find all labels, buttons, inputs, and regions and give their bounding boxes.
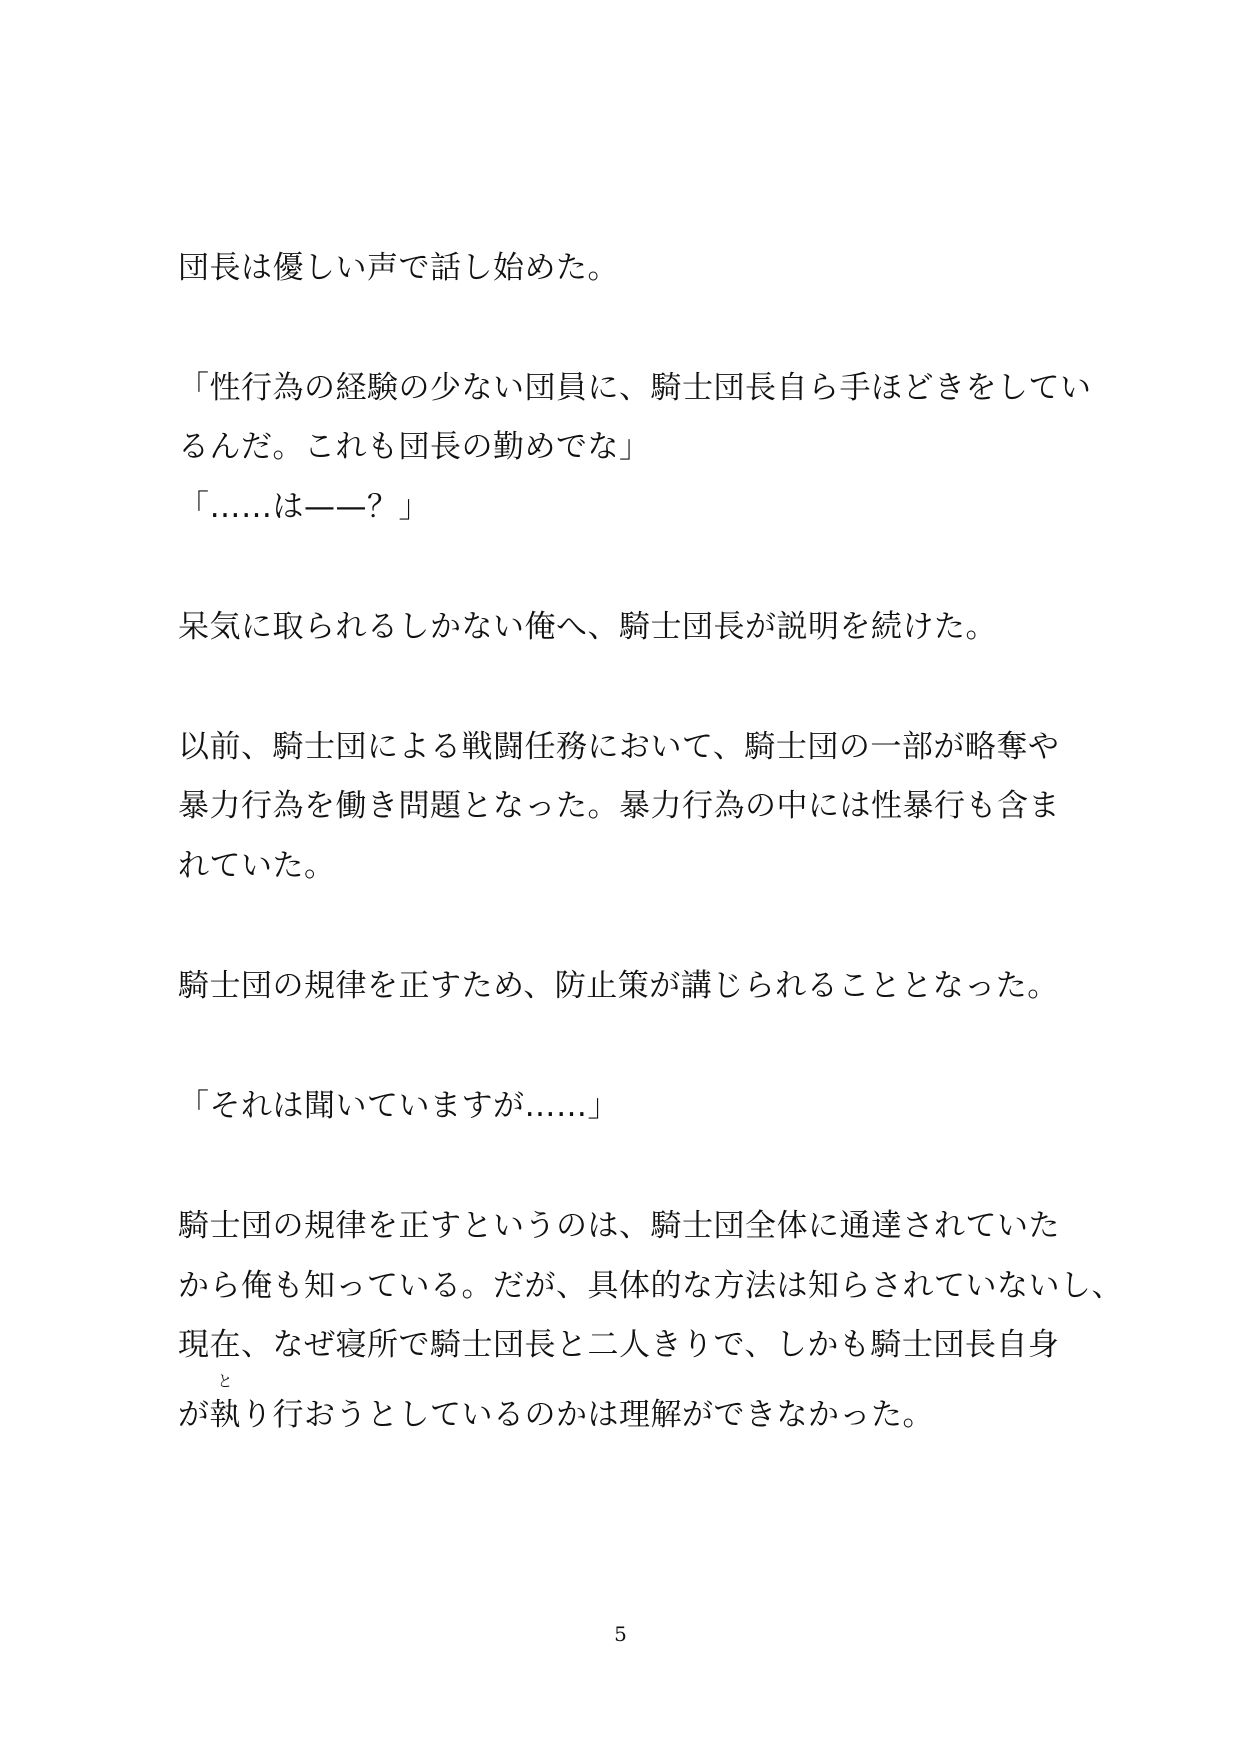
text-line-with-ruby	[178, 1372, 934, 1435]
text-line: 「性行為の経験の少ない団員に、騎士団長自ら手ほどきをしてい	[178, 370, 1092, 406]
text-line: 騎士団の規律を正すというのは、騎士団全体に通達されていた	[178, 1208, 1060, 1244]
text-segment: が	[178, 1397, 210, 1433]
text-segment: り行おうとしているのかは理解ができなかった。	[241, 1397, 934, 1433]
text-line: 団長は優しい声で話し始めた。	[178, 250, 619, 286]
text-line: 呆気に取られるしかない俺へ、騎士団長が説明を続けた。	[178, 609, 997, 645]
ruby-annotation	[209, 1372, 242, 1435]
text-line: から俺も知っている。だが、具体的な方法は知らされていないし、	[178, 1268, 1123, 1304]
text-line: 騎士団の規律を正すため、防止策が講じられることとなった。	[178, 968, 1059, 1004]
page-number: 5	[614, 1622, 627, 1646]
text-line: るんだ。これも団長の勤めでな」	[178, 429, 651, 465]
text-line: 「……は——？」	[178, 489, 430, 525]
ruby-base: 執	[209, 1397, 241, 1433]
text-line: 暴力行為を働き問題となった。暴力行為の中には性暴行も含ま	[178, 788, 1060, 824]
text-line: 現在、なぜ寝所で騎士団長と二人きりで、しかも騎士団長自身	[178, 1327, 1060, 1363]
text-line: 以前、騎士団による戦闘任務において、騎士団の一部が略奪や	[178, 729, 1060, 765]
text-line: れていた。	[178, 848, 336, 884]
text-line: 「それは聞いていますが……」	[178, 1088, 619, 1124]
ruby-reading: と	[217, 1372, 234, 1390]
